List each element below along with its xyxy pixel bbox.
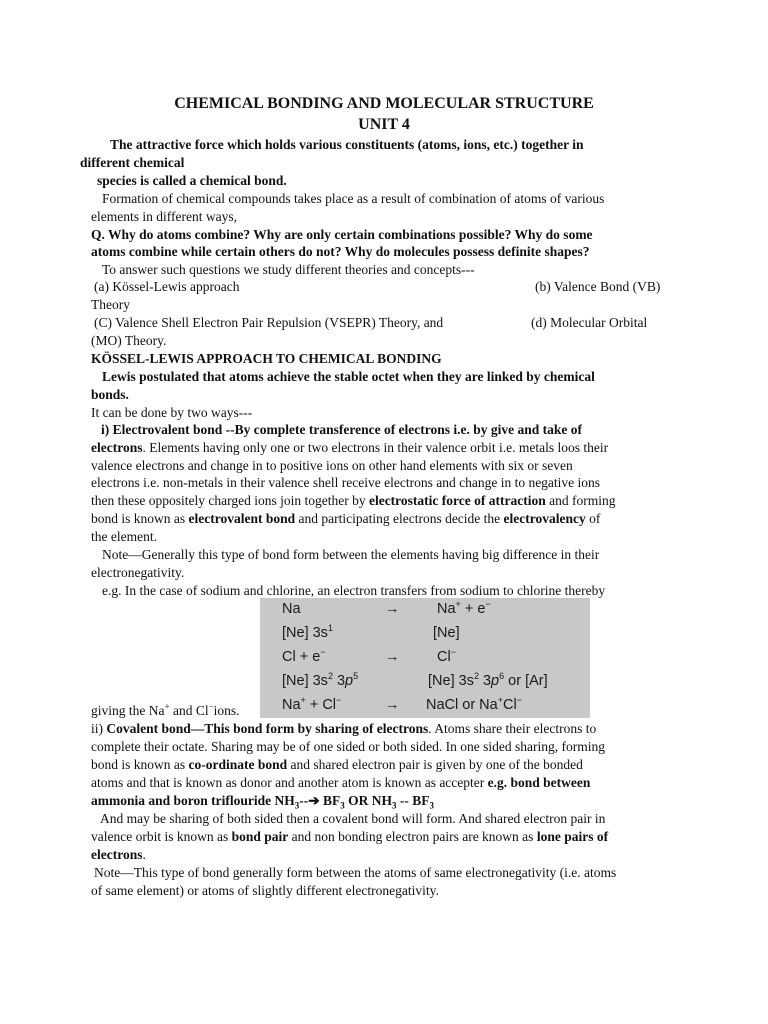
- covalent-line-2: complete their octate. Sharing may be of one sided or both sided. In one sided sharing, forming: [91, 739, 605, 754]
- both-sided-line-1: And may be sharing of both sided then a covalent bond will form. And shared electron pair in: [100, 811, 606, 826]
- arrow-icon: ➔: [308, 793, 320, 808]
- equation-row-4: [260, 670, 590, 694]
- two-ways-line: It can be done by two ways---: [91, 405, 253, 420]
- eq-r4-right: [Ne] $3s^2$ $3p^6$ or [Ar]: [428, 671, 548, 689]
- lewis-line-2: bonds.: [91, 387, 129, 402]
- equation-row-1: [260, 598, 590, 622]
- section-heading-kossel-lewis: KÖSSEL-LEWIS APPROACH TO CHEMICAL BONDING: [91, 351, 442, 366]
- answer-intro: To answer such questions we study different theories and concepts---: [102, 262, 475, 277]
- equation-row-3: [260, 646, 590, 670]
- question-line-1: Q. Why do atoms combine? Why are only certain combinations possible? Why do some: [91, 227, 593, 242]
- eq-r2-left: [Ne] $3s^1$: [282, 623, 333, 641]
- electrovalent-line-5: then these oppositely charged ions join together by electrostatic force of attraction and forming: [91, 493, 616, 508]
- electrovalent-line-4: electrons i.e. non-metals in their valence shell receive electrons and change in to negative ions: [91, 475, 601, 490]
- theory-b: (b) Valence Bond (VB): [535, 279, 661, 294]
- theory-d: (d) Molecular Orbital: [531, 315, 648, 330]
- unit-label: UNIT 4: [358, 116, 410, 133]
- covalent-line-1: ii) Covalent bond—This bond form by sharing of electrons. Atoms share their electrons to: [91, 721, 597, 736]
- eq-r5-left: Na+ + Cl−: [282, 695, 342, 713]
- electrovalent-line-2: electrons. Elements having only one or two electrons in their valence orbit i.e. metals loos their: [91, 440, 609, 455]
- note-2-line-1: Note—This type of bond generally form between the atoms of same electronegativity (i.e. atoms: [94, 865, 617, 880]
- equation-row-5: [260, 694, 590, 718]
- ionization-equations-figure: [260, 598, 590, 718]
- definition-line-3: species is called a chemical bond.: [97, 173, 287, 188]
- covalent-line-3: bond is known as co-ordinate bond and shared electron pair is given by one of the bonded: [91, 757, 583, 772]
- covalent-line-4: atoms and that is known as donor and another atom is known as accepter e.g. bond between: [91, 775, 591, 790]
- theory-c: (C) Valence Shell Electron Pair Repulsion (VSEPR) Theory, and: [94, 315, 444, 330]
- question-line-2: atoms combine while certain others do not? Why do molecules possess definite shapes?: [91, 244, 590, 259]
- electrovalent-line-3: valence electrons and change in to positive ions on other hand elements with six or seven: [91, 458, 573, 473]
- eq-r3-right: Cl−: [437, 647, 456, 665]
- eq-r1-arrow: →: [385, 601, 400, 617]
- lewis-line-1: Lewis postulated that atoms achieve the stable octet when they are linked by chemical: [102, 369, 595, 384]
- theory-a: (a) Kössel-Lewis approach: [94, 279, 240, 294]
- example-line: e.g. In the case of sodium and chlorine, an electron transfers from sodium to chlorine thereby: [102, 583, 606, 598]
- definition-line-2: different chemical: [80, 155, 185, 170]
- note-1-line-2: electronegativity.: [91, 565, 185, 580]
- both-sided-line-3: electrons.: [91, 847, 146, 862]
- theory-d-continued: (MO) Theory.: [91, 333, 167, 348]
- eq-r3-left: Cl + e−: [282, 647, 326, 665]
- eq-r2-right: [Ne]: [433, 625, 460, 641]
- covalent-line-5: ammonia and boron triflouride $NH_3--➔$ $BF_3$ OR $NH_3 -- BF_3$: [91, 793, 434, 811]
- giving-ions-line: giving the Na+ and Cl−ions.: [91, 701, 240, 718]
- formation-line-1: Formation of chemical compounds takes place as a result of combination of atoms of various: [102, 191, 605, 206]
- eq-r5-right: NaCl or Na+Cl−: [426, 695, 522, 713]
- eq-r1-right: Na+ + e−: [437, 599, 491, 617]
- electrovalent-line-1: i) Electrovalent bond --By complete transference of electrons i.e. by give and take of: [101, 422, 583, 437]
- eq-r5-arrow: →: [385, 697, 400, 713]
- electrovalent-line-6: bond is known as electrovalent bond and participating electrons decide the electrovalency of: [91, 511, 601, 526]
- theory-b-continued: Theory: [91, 297, 130, 312]
- formation-line-2: elements in different ways,: [91, 209, 237, 224]
- electrovalent-line-7: the element.: [91, 529, 157, 544]
- equation-row-2: [260, 622, 590, 646]
- eq-r4-left: [Ne] $3s^2$ $3p^5$: [282, 671, 359, 689]
- document-title: CHEMICAL BONDING AND MOLECULAR STRUCTURE: [174, 95, 594, 112]
- both-sided-line-2: valence orbit is known as bond pair and non bonding electron pairs are known as lone pairs of: [91, 829, 609, 844]
- definition-line-1: The attractive force which holds various constituents (atoms, ions, etc.) together in: [110, 137, 584, 152]
- eq-r1-left: Na: [282, 601, 301, 617]
- note-2-line-2: of same element) or atoms of slightly different electronegativity.: [91, 883, 439, 898]
- note-1-line-1: Note—Generally this type of bond form between the elements having big difference in their: [102, 547, 600, 562]
- eq-r3-arrow: →: [385, 649, 400, 665]
